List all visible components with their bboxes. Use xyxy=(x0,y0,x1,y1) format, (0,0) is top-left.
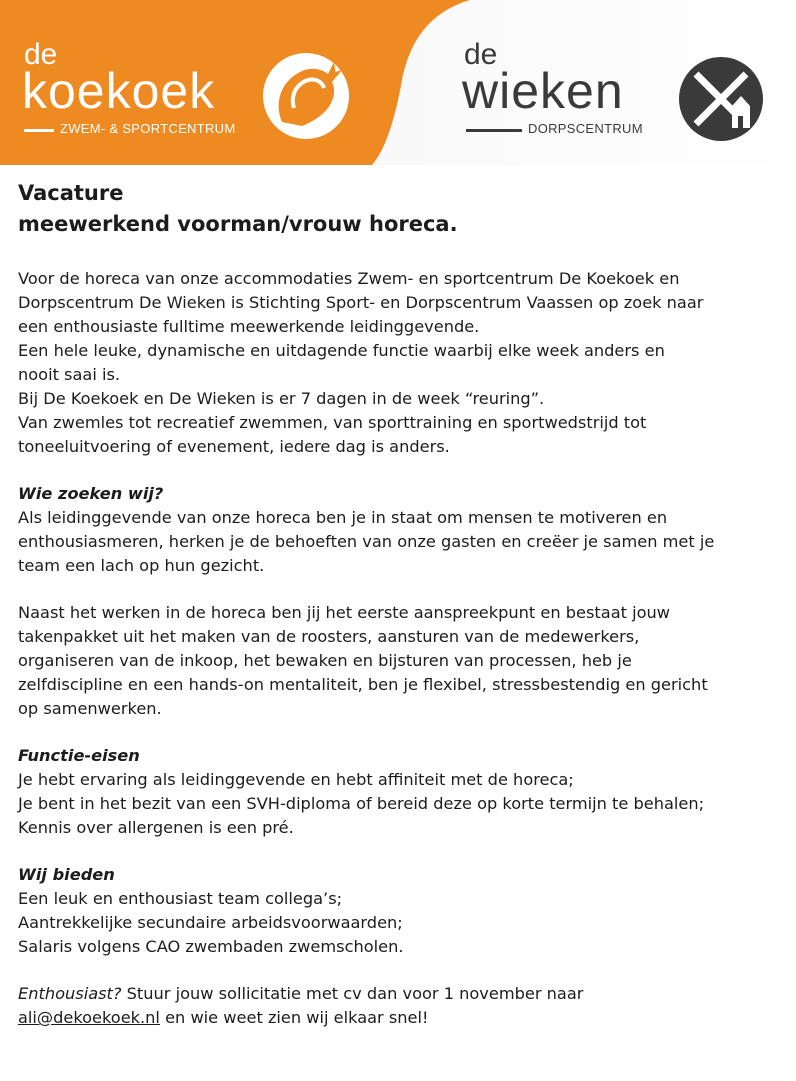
koekoek-logo-name: koekoek xyxy=(22,63,216,119)
wie-zoeken-line: Als leidinggevende van onze horeca ben je in staat om mensen te motiveren en xyxy=(18,508,668,527)
closing-text-2: en wie weet zien wij elkaar snel! xyxy=(159,1008,429,1027)
wieken-logo-subtitle: DORPSCENTRUM xyxy=(528,121,643,136)
vacancy-text xyxy=(18,178,778,1053)
requirement-item: Je bent in het bezit van een SVH-diploma of bereid deze op korte termijn te behalen; xyxy=(18,794,705,813)
tasks-line: zelfdiscipline en een hands-on mentaliteit, ben je flexibel, stressbestendig en gericht xyxy=(18,675,708,694)
page-title xyxy=(18,178,778,240)
tasks-paragraph xyxy=(18,601,778,721)
wie-zoeken-heading: Wie zoeken wij? xyxy=(18,484,164,503)
closing-line-1 xyxy=(18,982,778,1006)
intro-line: een enthousiaste fulltime meewerkende leidinggevende. xyxy=(18,317,480,336)
wieken-logo-name: wieken xyxy=(462,63,624,119)
wie-zoeken-line: team een lach op hun gezicht. xyxy=(18,556,265,575)
koekoek-logo-de: de xyxy=(24,38,58,71)
koekoek-logo-subtitle: ZWEM- & SPORTCENTRUM xyxy=(60,121,236,136)
wij-bieden-heading: Wij bieden xyxy=(18,865,115,884)
wij-bieden-section xyxy=(18,863,778,959)
closing-line-2 xyxy=(18,1006,778,1030)
tasks-line: op samenwerken. xyxy=(18,699,162,718)
tasks-line: Naast het werken in de horeca ben jij het eerste aanspreekpunt en bestaat jouw xyxy=(18,603,671,622)
wieken-logo-de: de xyxy=(464,38,498,71)
intro-line: Bij De Koekoek en De Wieken is er 7 dagen in de week “reuring”. xyxy=(18,389,545,408)
koekoek-logo-rule xyxy=(24,129,54,132)
email-link[interactable]: ali@dekoekoek.nl xyxy=(18,1008,160,1027)
offer-item: Een leuk en enthousiast team collega’s; xyxy=(18,889,343,908)
requirement-item: Kennis over allergenen is een pré. xyxy=(18,818,294,837)
intro-line: toneeluitvoering of evenement, iedere dag is anders. xyxy=(18,437,450,456)
wie-zoeken-line: enthousiasmeren, herken je de behoeften van onze gasten en creëer je samen met je xyxy=(18,532,715,551)
cuckoo-bird-icon xyxy=(262,52,350,140)
closing-lead: Enthousiast? xyxy=(18,984,122,1003)
intro-line: Een hele leuke, dynamische en uitdagende functie waarbij elke week anders en xyxy=(18,341,665,360)
title-line-2: meewerkend voorman/vrouw horeca. xyxy=(18,212,458,236)
intro-line: Dorpscentrum De Wieken is Stichting Sport- en Dorpscentrum Vaassen op zoek naar xyxy=(18,293,704,312)
header-banner xyxy=(0,0,796,165)
intro-line: Voor de horeca van onze accommodaties Zwem- en sportcentrum De Koekoek en xyxy=(18,269,680,288)
tasks-line: organiseren van de inkoop, het bewaken en bijsturen van processen, heb je xyxy=(18,651,632,670)
tasks-line: takenpakket uit het maken van de roosters, aansturen van de medewerkers, xyxy=(18,627,640,646)
functie-eisen-heading: Functie-eisen xyxy=(18,746,140,765)
offer-item: Salaris volgens CAO zwembaden zwemscholen. xyxy=(18,937,404,956)
closing-text-1: Stuur jouw sollicitatie met cv dan voor 1 november naar xyxy=(121,984,584,1003)
wieken-logo-rule xyxy=(466,129,522,132)
requirement-item: Je hebt ervaring als leidinggevende en hebt affiniteit met de horeca; xyxy=(18,770,574,789)
intro-line: Van zwemles tot recreatief zwemmen, van sporttraining en sportwedstrijd tot xyxy=(18,413,647,432)
windmill-icon xyxy=(678,56,764,142)
intro-line: nooit saai is. xyxy=(18,365,121,384)
title-line-1: Vacature xyxy=(18,181,124,205)
closing-paragraph xyxy=(18,982,778,1030)
offer-item: Aantrekkelijke secundaire arbeidsvoorwaarden; xyxy=(18,913,403,932)
wie-zoeken-section xyxy=(18,482,778,578)
functie-eisen-section xyxy=(18,744,778,840)
intro-paragraph xyxy=(18,267,778,459)
